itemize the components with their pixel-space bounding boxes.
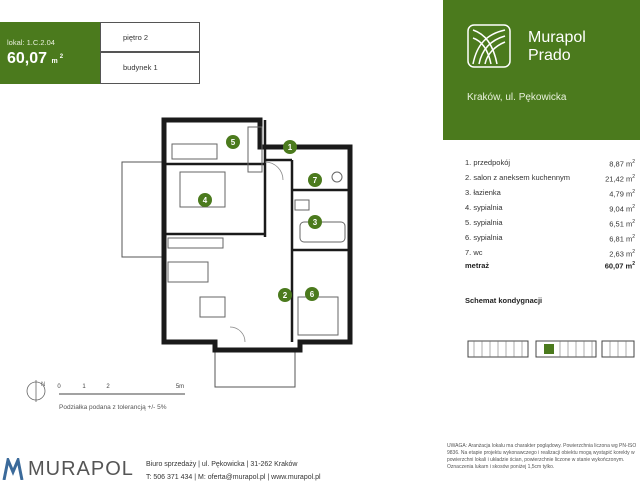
schemat-title: Schemat kondygnacji <box>465 296 543 305</box>
room-area-value: 6,51 m <box>609 219 633 229</box>
unit-area-value: 60,07 <box>7 50 48 67</box>
room-area-power: 2 <box>632 189 635 195</box>
brand-name-line2: Prado <box>528 47 571 64</box>
room-row <box>465 185 635 200</box>
room-area-power: 2 <box>632 249 635 255</box>
scale-tick-label: 1 <box>82 384 86 390</box>
room-row <box>465 170 635 185</box>
brand-name <box>528 29 586 65</box>
scale-tick-label: 5m <box>175 384 185 390</box>
building-label: budynek 1 <box>123 63 158 72</box>
room-name: 2. salon z aneksem kuchennym <box>465 173 571 182</box>
office-address: Biuro sprzedaży | ul. Pękowicka | 31-262 Kraków <box>146 461 298 468</box>
room-area <box>609 230 635 245</box>
room-area-value: 4,79 m <box>609 189 633 199</box>
marker-2 <box>278 288 292 302</box>
room-row <box>465 245 635 260</box>
tolerance-note: Podziałka podana z tolerancją +/- 5% <box>59 404 167 411</box>
svg-text:4: 4 <box>202 196 208 205</box>
floor-cell <box>100 22 200 52</box>
building-cell <box>100 52 200 84</box>
svg-text:3: 3 <box>312 218 318 227</box>
level-schema-block <box>602 341 634 357</box>
room-name: 7. wc <box>465 248 483 257</box>
marker-5 <box>226 135 240 149</box>
current-unit-highlight <box>544 344 554 354</box>
footer-logo-word: MURAPOL <box>28 458 134 480</box>
rooms-table <box>465 155 635 271</box>
room-name: 6. sypialnia <box>465 233 503 242</box>
room-area <box>609 200 635 215</box>
office-contact: T: 506 371 434 | M: oferta@murapol.pl | www.murapol.pl <box>146 474 321 481</box>
room-row <box>465 215 635 230</box>
prado-leaf-logo <box>467 24 511 68</box>
brand-name-line1: Murapol <box>528 29 586 46</box>
room-area-value: 9,04 m <box>609 204 633 214</box>
brand-panel <box>443 0 640 140</box>
room-area <box>609 215 635 230</box>
floor-label: piętro 2 <box>123 33 149 42</box>
room-name: 1. przedpokój <box>465 158 511 167</box>
marker-7 <box>308 173 322 187</box>
room-area-value: 6,81 m <box>609 234 633 244</box>
room-area-power: 2 <box>632 159 635 165</box>
brand-city: Kraków, ul. Pękowicka <box>467 92 567 103</box>
room-area-value: 8,87 m <box>609 159 633 169</box>
balcony-left <box>122 162 162 257</box>
svg-text:1: 1 <box>287 143 293 152</box>
scale-tick-label: 0 <box>57 384 61 390</box>
north-label: N <box>41 382 46 388</box>
murapol-m-logo <box>2 458 24 480</box>
svg-text:7: 7 <box>312 176 318 185</box>
unit-area-power: 2 <box>59 54 64 60</box>
scale-tick-label: 2 <box>106 384 110 390</box>
svg-text:2: 2 <box>282 291 288 300</box>
room-area-power: 2 <box>632 234 635 240</box>
room-name: 5. sypialnia <box>465 218 503 227</box>
room-area-value: 21,42 m <box>605 174 633 184</box>
north-arrow-icon <box>27 380 45 402</box>
sales-office <box>146 458 321 484</box>
room-area <box>609 245 635 260</box>
room-row <box>465 230 635 245</box>
level-schema-block <box>536 341 596 357</box>
room-area-power: 2 <box>632 219 635 225</box>
room-area-value: 2,63 m <box>609 249 633 259</box>
total-value: 60,07 m <box>604 261 633 271</box>
unit-area <box>7 50 63 68</box>
total-row <box>465 261 635 271</box>
floor-plan <box>100 92 400 392</box>
balcony-bottom <box>215 350 295 387</box>
room-area-power: 2 <box>632 204 635 210</box>
room-name: 3. łazienka <box>465 188 501 197</box>
total-power: 2 <box>632 261 635 267</box>
unit-number: lokal: 1.C.2.04 <box>7 38 55 47</box>
room-name: 4. sypialnia <box>465 203 503 212</box>
level-schema <box>466 336 636 364</box>
disclaimer: UWAGA: Aranżacja lokalu ma charakter poglądowy. Powierzchnia liczona wg PN-ISO 9836. Na etapie projektu wykonawczego i realizacji obiektu mogą wystąpić korekty w powierzchni lokali i układzie ścian, powierzchnie liczone w stanie wykończonym. Oznaczenia lukarn i skosów poniżej 1,5cm tylko. <box>447 443 637 470</box>
marker-1 <box>283 140 297 154</box>
room-area <box>609 185 635 200</box>
room-area <box>605 170 635 185</box>
marker-3 <box>308 215 322 229</box>
room-row <box>465 155 635 170</box>
room-row <box>465 200 635 215</box>
unit-area-unit: m <box>51 58 58 65</box>
room-area <box>609 155 635 170</box>
svg-text:5: 5 <box>230 138 236 147</box>
room-area-power: 2 <box>632 174 635 180</box>
marker-4 <box>198 193 212 207</box>
level-schema-block <box>468 341 528 357</box>
total-value-wrap <box>605 261 635 271</box>
svg-text:6: 6 <box>309 290 315 299</box>
total-label: metraż <box>465 261 490 270</box>
marker-6 <box>305 287 319 301</box>
unit-area-box <box>0 22 100 84</box>
